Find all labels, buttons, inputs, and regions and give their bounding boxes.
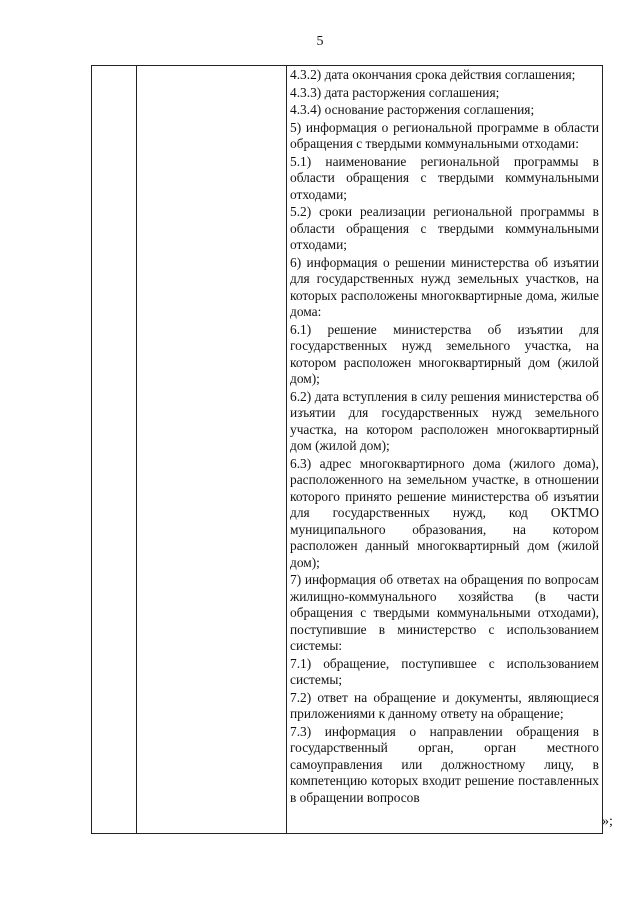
closing-quote-mark: »; bbox=[602, 814, 613, 829]
page-number: 5 bbox=[316, 34, 324, 49]
list-item: 5.2) сроки реализации региональной программы в области обращения с твердыми коммунальными отходами; bbox=[290, 204, 599, 252]
document-table bbox=[91, 65, 603, 834]
list-item: 5.1) наименование региональной программы в области обращения с твердыми коммунальными отходами; bbox=[290, 153, 599, 202]
table-cell-number bbox=[92, 66, 137, 834]
list-item: 4.3.2) дата окончания срока действия соглашения; bbox=[290, 67, 576, 82]
list-item: 7.3) информация о направлении обращения в государственный орган, орган местного самоуправления или должностному лицу, в компетенцию которых входит решение поставленных в обращении вопросов bbox=[290, 723, 599, 805]
table-cell-content bbox=[287, 66, 603, 834]
list-item: 7) информация об ответах на обращения по вопросам жилищно-коммунального хозяйства (в части обращения с твердыми коммунальными отходами), поступившие в министерство с использованием системы: bbox=[290, 572, 599, 653]
list-item: 6.3) адрес многоквартирного дома (жилого дома), расположенного на земельном участке, в отношении которого принято решение министерства об изъятии для государственных нужд, код ОКТМО муниципального образования, на котором расположен данный многоквартирный дом (жилой дом); bbox=[290, 455, 599, 570]
list-item: 6) информация о решении министерства об изъятии для государственных нужд земельных участков, на которых расположены многоквартирные дома, жилые дома: bbox=[290, 254, 599, 319]
table-cell-name bbox=[137, 66, 287, 834]
content-list bbox=[287, 66, 602, 806]
list-item: 6.2) дата вступления в силу решения министерства об изъятии для государственных нужд земельного участка, на котором расположен многоквартирный дом (жилой дом); bbox=[290, 388, 599, 453]
list-item: 4.3.3) дата расторжения соглашения; bbox=[290, 84, 500, 100]
list-item: 5) информация о региональной программе в области обращения с твердыми коммунальными отходами: bbox=[290, 119, 599, 151]
list-item: 4.3.4) основание расторжения соглашения; bbox=[290, 102, 535, 117]
list-item: 7.2) ответ на обращение и документы, являющиеся приложениями к данному ответу на обращение; bbox=[290, 689, 599, 721]
list-item: 6.1) решение министерства об изъятии для государственных нужд земельного участка, на котором расположен многоквартирный дом (жилой дом); bbox=[290, 321, 599, 386]
list-item: 7.1) обращение, поступившее с использованием системы; bbox=[290, 655, 599, 687]
table-row bbox=[92, 66, 603, 834]
